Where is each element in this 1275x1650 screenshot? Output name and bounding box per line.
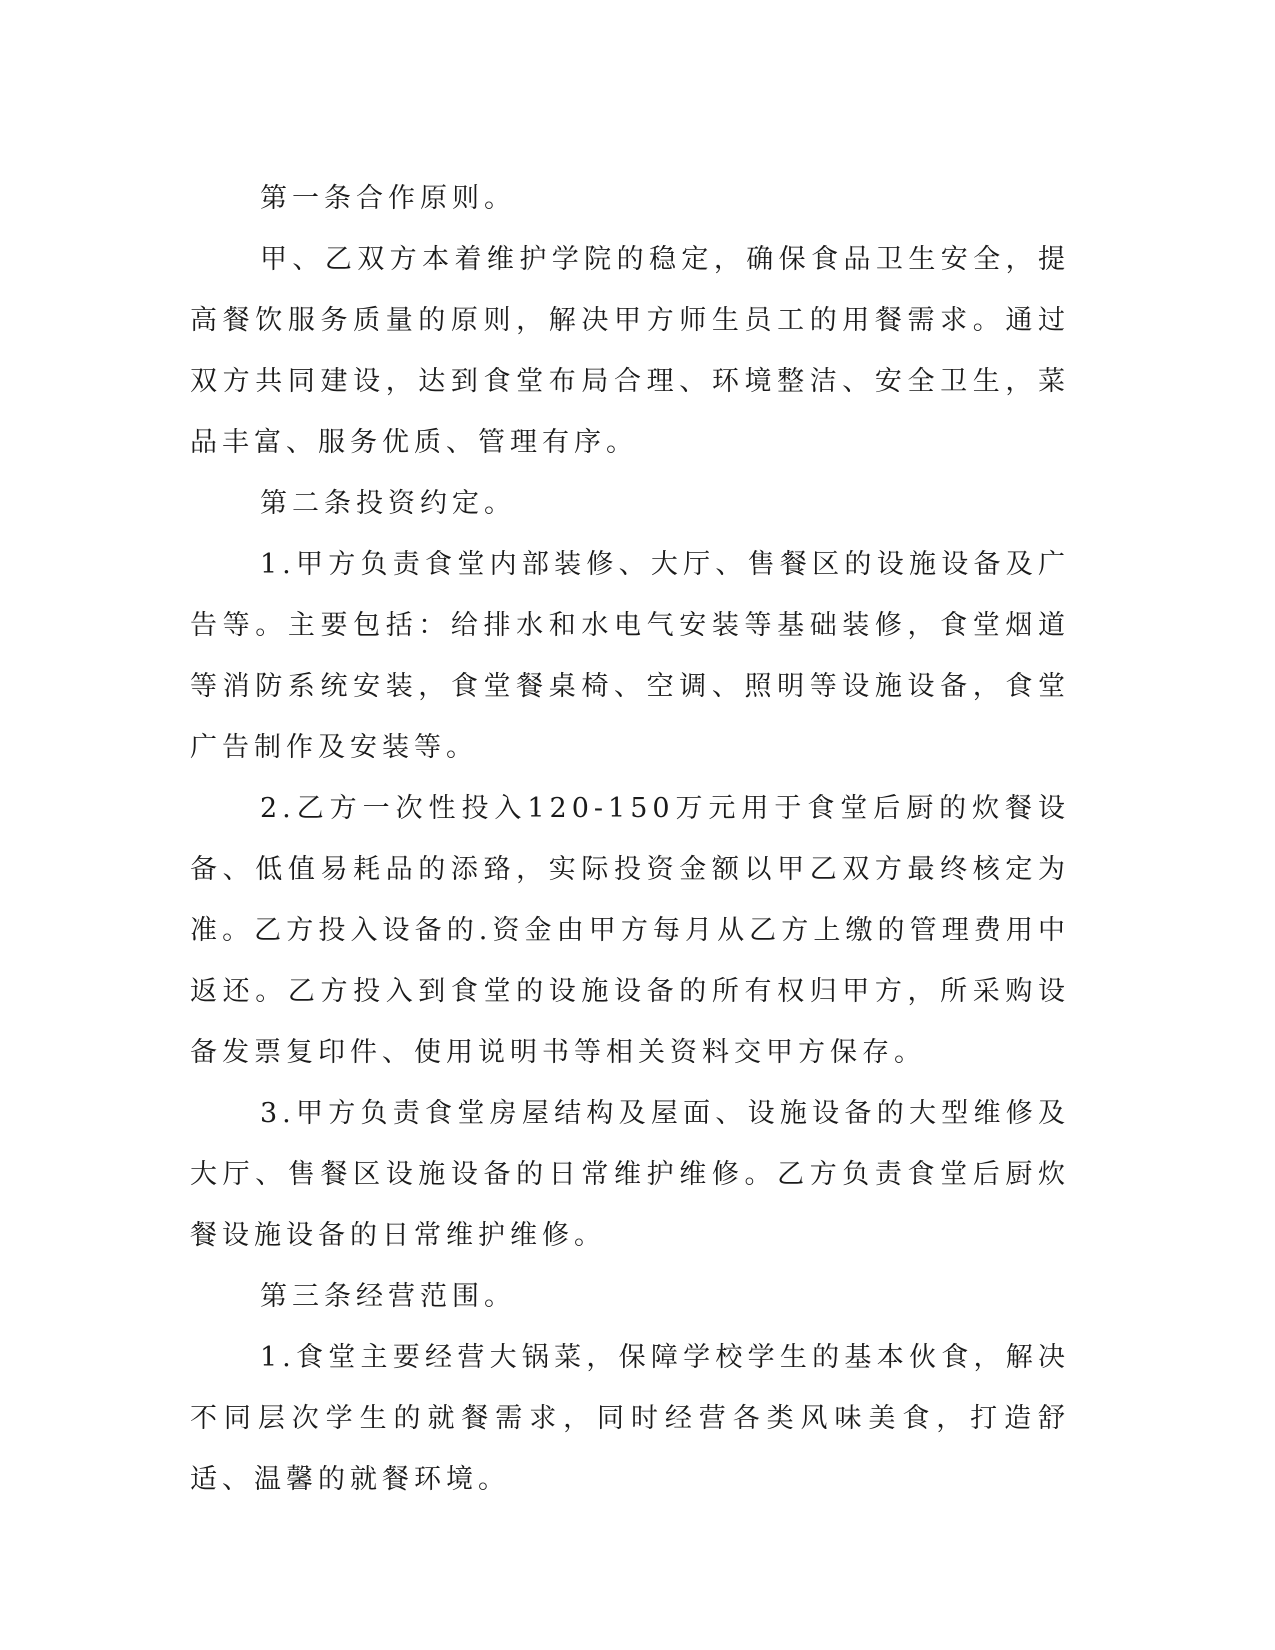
article-3-item-1: 1.食堂主要经营大锅菜，保障学校学生的基本伙食，解决不同层次学生的就餐需求，同时经营各类风味美食，打造舒适、温馨的就餐环境。 — [190, 1342, 1070, 1495]
article-1-paragraph: 甲、乙双方本着维护学院的稳定，确保食品卫生安全，提高餐饮服务质量的原则，解决甲方师生员工的用餐需求。通过双方共同建设，达到食堂布局合理、环境整洁、安全卫生，菜品丰富、服务优质、管理有序。 — [190, 244, 1070, 458]
document-body — [190, 168, 1070, 1510]
article-3-title: 第三条经营范围。 — [260, 1281, 516, 1312]
article-2-title: 第二条投资约定。 — [260, 488, 516, 519]
article-2-item-2: 2.乙方一次性投入120-150万元用于食堂后厨的炊餐设备、低值易耗品的添臵，实际投资金额以甲乙双方最终核定为准。乙方投入设备的.资金由甲方每月从乙方上缴的管理费用中返还。乙方投入到食堂的设施设备的所有权归甲方，所采购设备发票复印件、使用说明书等相关资料交甲方保存。 — [190, 793, 1070, 1068]
article-2-item-1: 1.甲方负责食堂内部装修、大厅、售餐区的设施设备及广告等。主要包括：给排水和水电气安装等基础装修，食堂烟道等消防系统安装，食堂餐桌椅、空调、照明等设施设备，食堂广告制作及安装等。 — [190, 549, 1070, 763]
article-1-title: 第一条合作原则。 — [260, 183, 516, 214]
article-2-item-3: 3.甲方负责食堂房屋结构及屋面、设施设备的大型维修及大厅、售餐区设施设备的日常维护维修。乙方负责食堂后厨炊餐设施设备的日常维护维修。 — [190, 1098, 1070, 1251]
